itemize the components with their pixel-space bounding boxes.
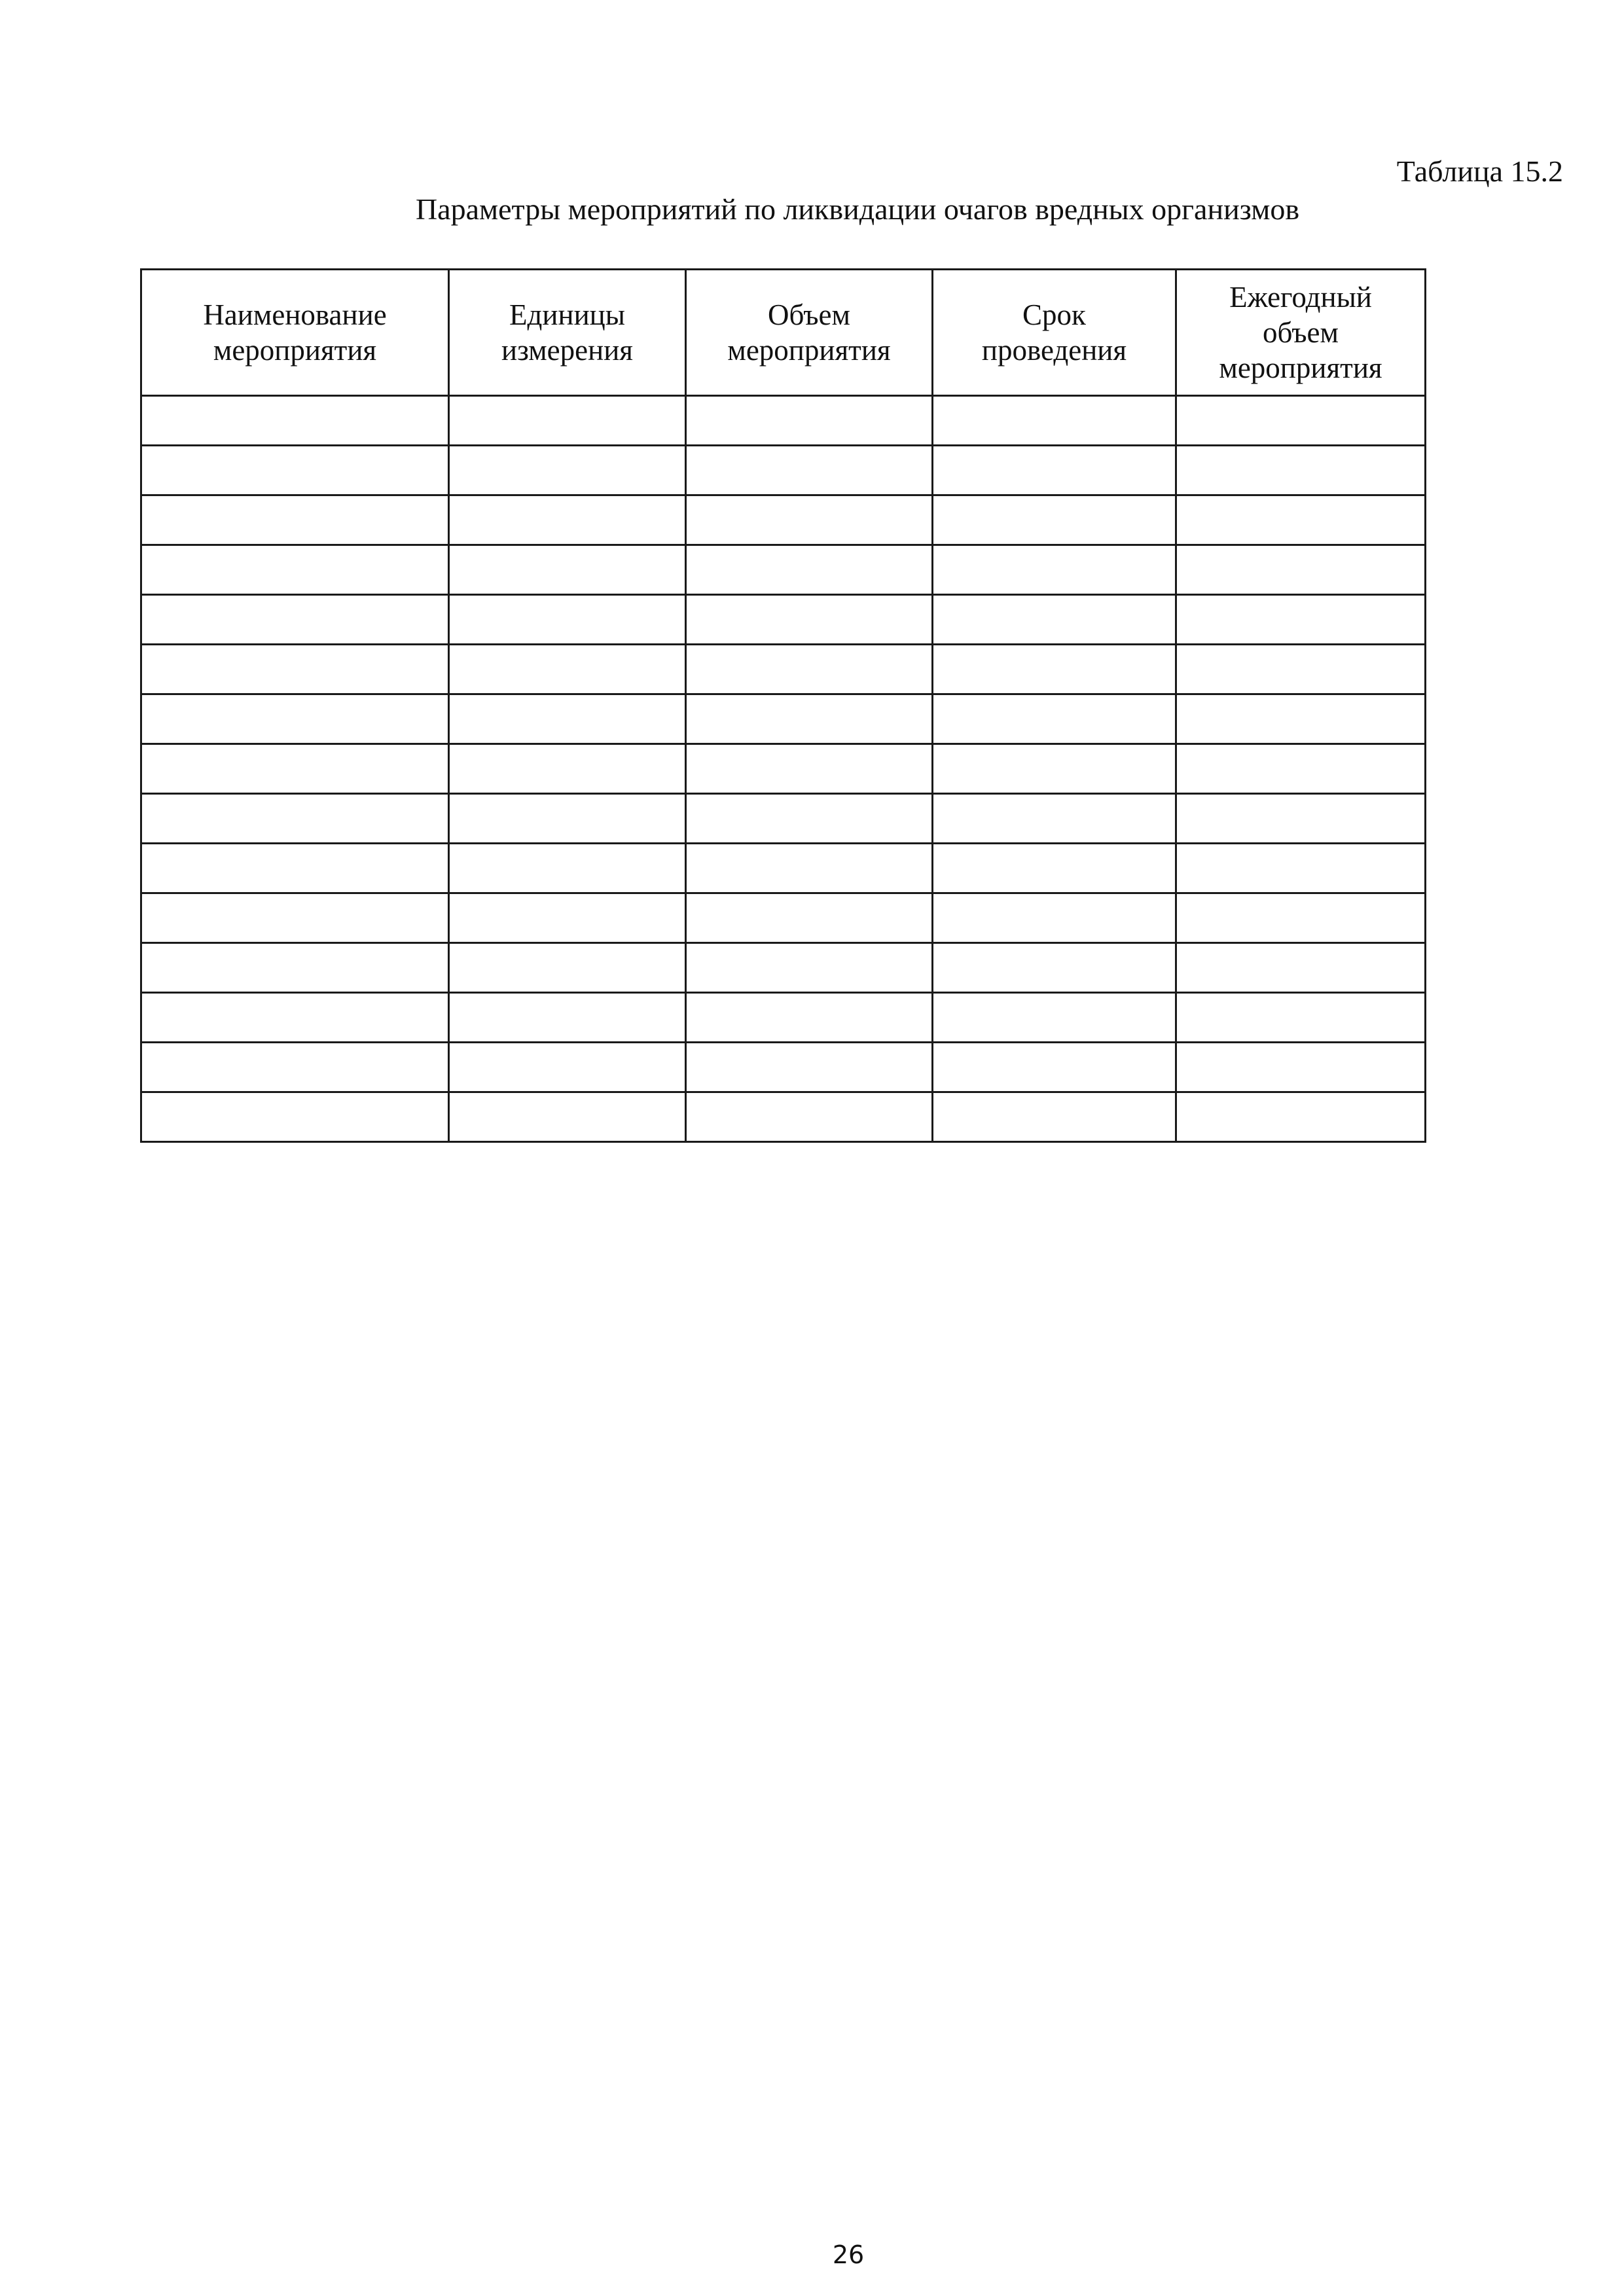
table-cell (686, 1092, 933, 1142)
table-cell (141, 595, 449, 645)
table-row (141, 446, 1426, 495)
table-cell (1176, 943, 1426, 993)
table-row (141, 744, 1426, 794)
table-cell (1176, 694, 1426, 744)
table-cell (686, 844, 933, 893)
table-cell (449, 595, 686, 645)
table-number: Таблица 15.2 (1396, 154, 1563, 188)
column-header-annual-volume: Ежегодный объем мероприятия (1176, 270, 1426, 396)
table-cell (686, 645, 933, 694)
table-cell (141, 1092, 449, 1142)
table-cell (141, 1043, 449, 1092)
table-cell (141, 993, 449, 1043)
table-cell (141, 396, 449, 446)
table-cell (141, 943, 449, 993)
table-cell (141, 545, 449, 595)
table-cell (141, 794, 449, 844)
table-cell (686, 794, 933, 844)
table-cell (449, 844, 686, 893)
table-cell (449, 545, 686, 595)
table-cell (686, 545, 933, 595)
table-cell (686, 446, 933, 495)
table-cell (449, 446, 686, 495)
table-cell (686, 943, 933, 993)
column-header-units: Единицы измерения (449, 270, 686, 396)
table-cell (933, 744, 1176, 794)
table-cell (141, 694, 449, 744)
table-row (141, 694, 1426, 744)
table-cell (933, 446, 1176, 495)
table-cell (933, 396, 1176, 446)
table-cell (1176, 1043, 1426, 1092)
table-cell (449, 645, 686, 694)
table-cell (449, 943, 686, 993)
column-header-period: Срок проведения (933, 270, 1176, 396)
table-title: Параметры мероприятий по ликвидации очагов вредных организмов (415, 192, 1300, 226)
table-cell (686, 495, 933, 545)
table-cell (686, 1043, 933, 1092)
table-cell (933, 645, 1176, 694)
table-cell (686, 396, 933, 446)
table-row (141, 545, 1426, 595)
table-cell (933, 495, 1176, 545)
table-cell (1176, 446, 1426, 495)
table-cell (141, 495, 449, 545)
table-row (141, 943, 1426, 993)
table-cell (141, 645, 449, 694)
table-cell (141, 446, 449, 495)
table-cell (686, 694, 933, 744)
table-cell (1176, 794, 1426, 844)
table-cell (1176, 495, 1426, 545)
column-header-name: Наименование мероприятия (141, 270, 449, 396)
table-header-row (141, 270, 1426, 396)
table-row (141, 844, 1426, 893)
table-cell (933, 1043, 1176, 1092)
table-cell (1176, 645, 1426, 694)
table-cell (141, 744, 449, 794)
table-cell (1176, 893, 1426, 943)
parameters-table (140, 268, 1426, 1143)
table-cell (449, 1043, 686, 1092)
table-row (141, 645, 1426, 694)
table-cell (686, 744, 933, 794)
table-cell (1176, 595, 1426, 645)
table-cell (933, 844, 1176, 893)
table-row (141, 1043, 1426, 1092)
table-row (141, 893, 1426, 943)
table-body (141, 396, 1426, 1142)
table-cell (686, 993, 933, 1043)
table-cell (449, 893, 686, 943)
table-cell (933, 545, 1176, 595)
table-cell (1176, 545, 1426, 595)
table-cell (933, 993, 1176, 1043)
table-cell (449, 744, 686, 794)
table-cell (1176, 844, 1426, 893)
page-number: 26 (832, 2240, 865, 2269)
table-cell (449, 993, 686, 1043)
table-cell (933, 694, 1176, 744)
table-cell (449, 396, 686, 446)
table-cell (1176, 744, 1426, 794)
table-cell (1176, 993, 1426, 1043)
table-cell (686, 893, 933, 943)
table-cell (449, 495, 686, 545)
table-cell (1176, 396, 1426, 446)
table-cell (933, 893, 1176, 943)
table-row (141, 595, 1426, 645)
table-cell (1176, 1092, 1426, 1142)
table-row (141, 495, 1426, 545)
column-header-volume: Объем мероприятия (686, 270, 933, 396)
table-cell (449, 694, 686, 744)
table-row (141, 794, 1426, 844)
table-cell (141, 893, 449, 943)
table-cell (141, 844, 449, 893)
table-row (141, 993, 1426, 1043)
table-cell (933, 794, 1176, 844)
table-cell (686, 595, 933, 645)
table-row (141, 396, 1426, 446)
table-cell (933, 1092, 1176, 1142)
table-cell (933, 943, 1176, 993)
table-cell (449, 794, 686, 844)
table-row (141, 1092, 1426, 1142)
table-cell (933, 595, 1176, 645)
table-cell (449, 1092, 686, 1142)
